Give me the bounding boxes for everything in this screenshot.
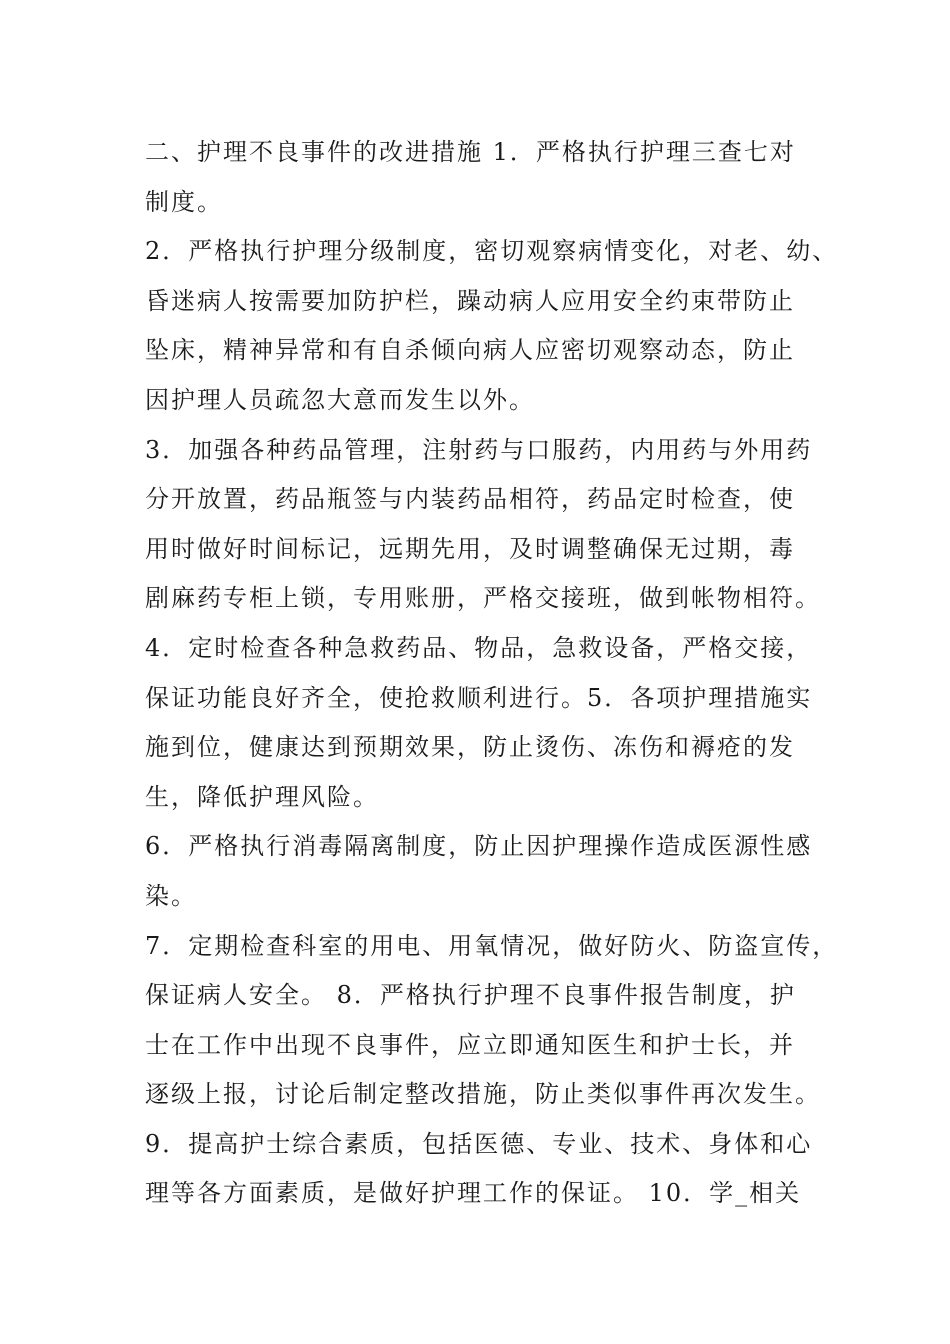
text-line: 保证病人安全。 8．严格执行护理不良事件报告制度，护 xyxy=(145,981,796,1010)
text-line: 保证功能良好齐全，使抢救顺利进行。5．各项护理措施实 xyxy=(145,683,813,712)
text-line: 2．严格执行护理分级制度，密切观察病情变化，对老、幼、 xyxy=(145,237,839,266)
text-line: 9．提高护士综合素质，包括医德、专业、技术、身体和心 xyxy=(145,1129,813,1158)
text-line: 二、护理不良事件的改进措施 1．严格执行护理三查七对 xyxy=(145,138,796,166)
text-line: 逐级上报，讨论后制定整改措施，防止类似事件再次发生。 xyxy=(145,1080,821,1109)
text-line: 染。 xyxy=(145,881,197,910)
text-line: 7．定期检查科室的用电、用氧情况，做好防火、防盗宣传， xyxy=(145,931,839,960)
document-body xyxy=(145,128,839,1219)
text-line: 理等各方面素质，是做好护理工作的保证。 10．学_相关 xyxy=(145,1179,802,1208)
text-line: 因护理人员疏忽大意而发生以外。 xyxy=(145,385,535,414)
text-line: 制度。 xyxy=(145,187,223,216)
text-line: 剧麻药专柜上锁，专用账册，严格交接班，做到帐物相符。 xyxy=(145,584,821,613)
text-line: 3．加强各种药品管理，注射药与口服药，内用药与外用药 xyxy=(145,435,813,464)
text-line: 施到位，健康达到预期效果，防止烫伤、冻伤和褥疮的发 xyxy=(145,733,795,762)
text-line: 分开放置，药品瓶签与内装药品相符，药品定时检查，使 xyxy=(145,485,795,514)
text-line: 4．定时检查各种急救药品、物品，急救设备，严格交接， xyxy=(145,633,813,662)
text-line: 6．严格执行消毒隔离制度，防止因护理操作造成医源性感 xyxy=(145,832,813,861)
text-line: 生，降低护理风险。 xyxy=(145,782,379,811)
text-line: 士在工作中出现不良事件，应立即通知医生和护士长，并 xyxy=(145,1030,795,1059)
text-line: 坠床，精神异常和有自杀倾向病人应密切观察动态，防止 xyxy=(145,336,795,365)
text-line: 昏迷病人按需要加防护栏，躁动病人应用安全约束带防止 xyxy=(145,286,795,315)
text-line: 用时做好时间标记，远期先用，及时调整确保无过期，毒 xyxy=(145,534,795,563)
